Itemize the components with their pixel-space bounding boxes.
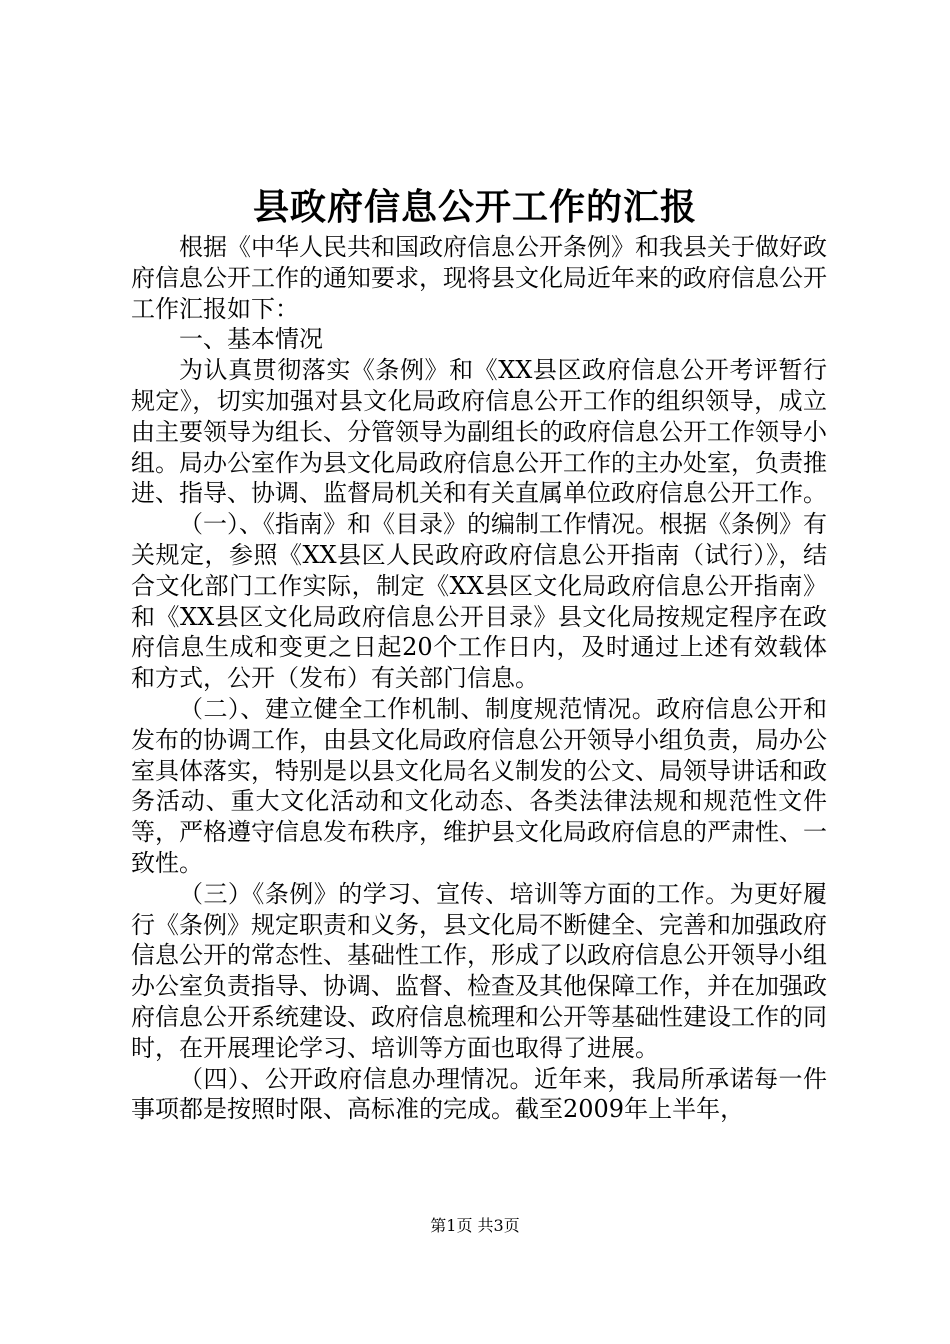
section-heading-basic-situation: 一、基本情况 xyxy=(179,325,323,354)
document-body xyxy=(131,232,827,1125)
item-3-paragraph: （三）《条例》的学习、宣传、培训等方面的工作。为更好履行《条例》规定职责和义务，县文化局不断健全、完善和加强政府信息公开的常态性、基础性工作，形成了以政府信息公开领导小组办公室负责指导、协调、监督、检查及其他保障工作，并在加强政府信息公开系统建设、政府信息梳理和公开等基础性建设工作的同时，在开展理论学习、培训等方面也取得了进展。 xyxy=(131,879,827,1062)
page-number-footer: 第1页 共3页 xyxy=(430,1216,520,1235)
item-2-paragraph: （二）、建立健全工作机制、制度规范情况。政府信息公开和发布的协调工作，由县文化局政府信息公开领导小组负责，局办公室具体落实，特别是以县文化局名义制发的公文、局领导讲话和政务活动、重大文化活动和文化动态、各类法律法规和规范性文件等，严格遵守信息发布秩序，维护县文化局政府信息的严肃性、一致性。 xyxy=(131,694,827,877)
basic-situation-paragraph: 为认真贯彻落实《条例》和《XX县区政府信息公开考评暂行规定》，切实加强对县文化局政府信息公开工作的组织领导，成立由主要领导为组长、分管领导为副组长的政府信息公开工作领导小组。局办公室作为县文化局政府信息公开工作的主办处室，负责推进、指导、协调、监督局机关和有关直属单位政府信息公开工作。 xyxy=(131,356,827,508)
intro-paragraph: 根据《中华人民共和国政府信息公开条例》和我县关于做好政府信息公开工作的通知要求，现将县文化局近年来的政府信息公开工作汇报如下： xyxy=(131,233,827,323)
item-1-paragraph: （一）、《指南》和《目录》的编制工作情况。根据《条例》有关规定，参照《XX县区人民政府政府信息公开指南（试行）》，结合文化部门工作实际，制定《XX县区文化局政府信息公开指南》和《XX县区文化局政府信息公开目录》县文化局按规定程序在政府信息生成和变更之日起20个工作日内，及时通过上述有效载体和方式，公开（发布）有关部门信息。 xyxy=(131,510,827,693)
document-title: 县政府信息公开工作的汇报 xyxy=(252,186,697,228)
item-4-paragraph: （四）、公开政府信息办理情况。近年来，我局所承诺每一件事项都是按照时限、高标准的完成。截至2009年上半年， xyxy=(131,1064,827,1124)
